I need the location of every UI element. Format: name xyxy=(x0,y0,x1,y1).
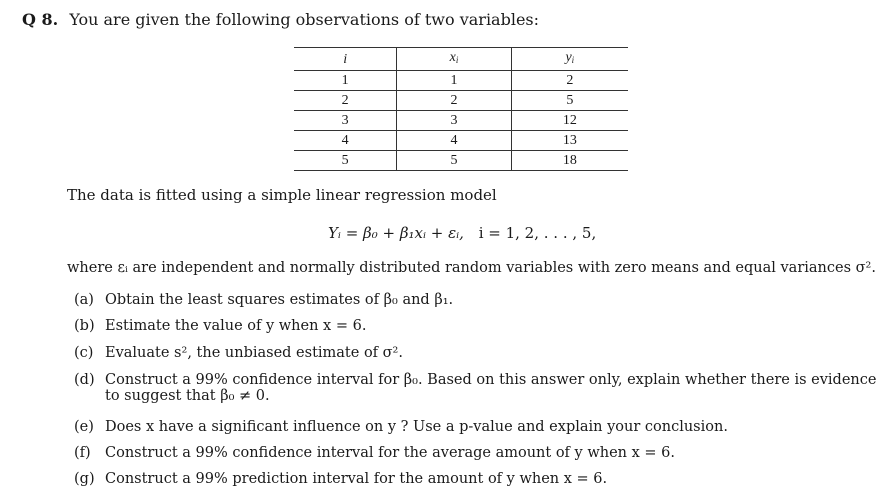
part-text: Estimate the value of y when x = 6. xyxy=(105,318,367,334)
question-number: Q 8. xyxy=(22,10,59,29)
cell-y: 18 xyxy=(511,151,628,171)
header-i: i xyxy=(294,48,397,71)
part-label: (d) xyxy=(74,372,95,388)
question-prompt: You are given the following observations of two variables: xyxy=(69,10,540,29)
part-text: Obtain the least squares estimates of β₀ and β₁. xyxy=(105,292,454,308)
cell-y: 2 xyxy=(511,71,628,91)
part-text: Construct a 99% prediction interval for the amount of y when x = 6. xyxy=(105,471,608,487)
table-row xyxy=(294,91,628,111)
table-row xyxy=(294,151,628,171)
cell-i: 5 xyxy=(294,151,397,171)
part-text: Construct a 99% confidence interval for β₀. Based on this answer only, explain whether there is evidence xyxy=(105,372,877,388)
part-text: Evaluate s², the unbiased estimate of σ². xyxy=(105,345,403,361)
table-header-row xyxy=(294,48,628,71)
list-item xyxy=(74,372,876,419)
model-index-range: i = 1, 2, . . . , 5, xyxy=(478,224,597,242)
part-text-continued: to suggest that β₀ ≠ 0. xyxy=(105,388,270,404)
part-label: (c) xyxy=(74,345,94,361)
table-row xyxy=(294,111,628,131)
cell-x: 4 xyxy=(397,131,511,151)
regression-model xyxy=(328,224,596,242)
table-row xyxy=(294,71,628,91)
cell-i: 3 xyxy=(294,111,397,131)
cell-y: 13 xyxy=(511,131,628,151)
list-item xyxy=(74,318,876,345)
part-label: (e) xyxy=(74,419,94,435)
cell-x: 2 xyxy=(397,91,511,111)
header-y: $y_i$ xyxy=(511,48,628,71)
part-label: (a) xyxy=(74,292,94,308)
observations-table xyxy=(294,47,628,171)
list-item xyxy=(74,419,876,445)
cell-y: 5 xyxy=(511,91,628,111)
model-equation: Yᵢ = β₀ + β₁xᵢ + εᵢ, xyxy=(328,224,464,242)
list-item xyxy=(74,345,876,372)
list-item xyxy=(74,445,876,471)
part-label: (g) xyxy=(74,471,95,487)
cell-x: 5 xyxy=(397,151,511,171)
error-assumptions: where εᵢ are independent and normally distributed random variables with zero means and equal variances σ². xyxy=(67,260,876,276)
cell-y: 12 xyxy=(511,111,628,131)
part-label: (b) xyxy=(74,318,95,334)
cell-i: 4 xyxy=(294,131,397,151)
sub-question-list xyxy=(74,292,876,493)
list-item xyxy=(74,471,876,493)
cell-i: 2 xyxy=(294,91,397,111)
question-header xyxy=(22,9,539,31)
intro-text: The data is fitted using a simple linear regression model xyxy=(67,186,497,204)
part-text: Construct a 99% confidence interval for the average amount of y when x = 6. xyxy=(105,445,675,461)
cell-x: 1 xyxy=(397,71,511,91)
table-row xyxy=(294,131,628,151)
part-label: (f) xyxy=(74,445,91,461)
cell-x: 3 xyxy=(397,111,511,131)
part-text: Does x have a significant influence on y ? Use a p-value and explain your conclusion. xyxy=(105,419,728,435)
list-item xyxy=(74,292,876,318)
cell-i: 1 xyxy=(294,71,397,91)
header-x: $x_i$ xyxy=(397,48,511,71)
